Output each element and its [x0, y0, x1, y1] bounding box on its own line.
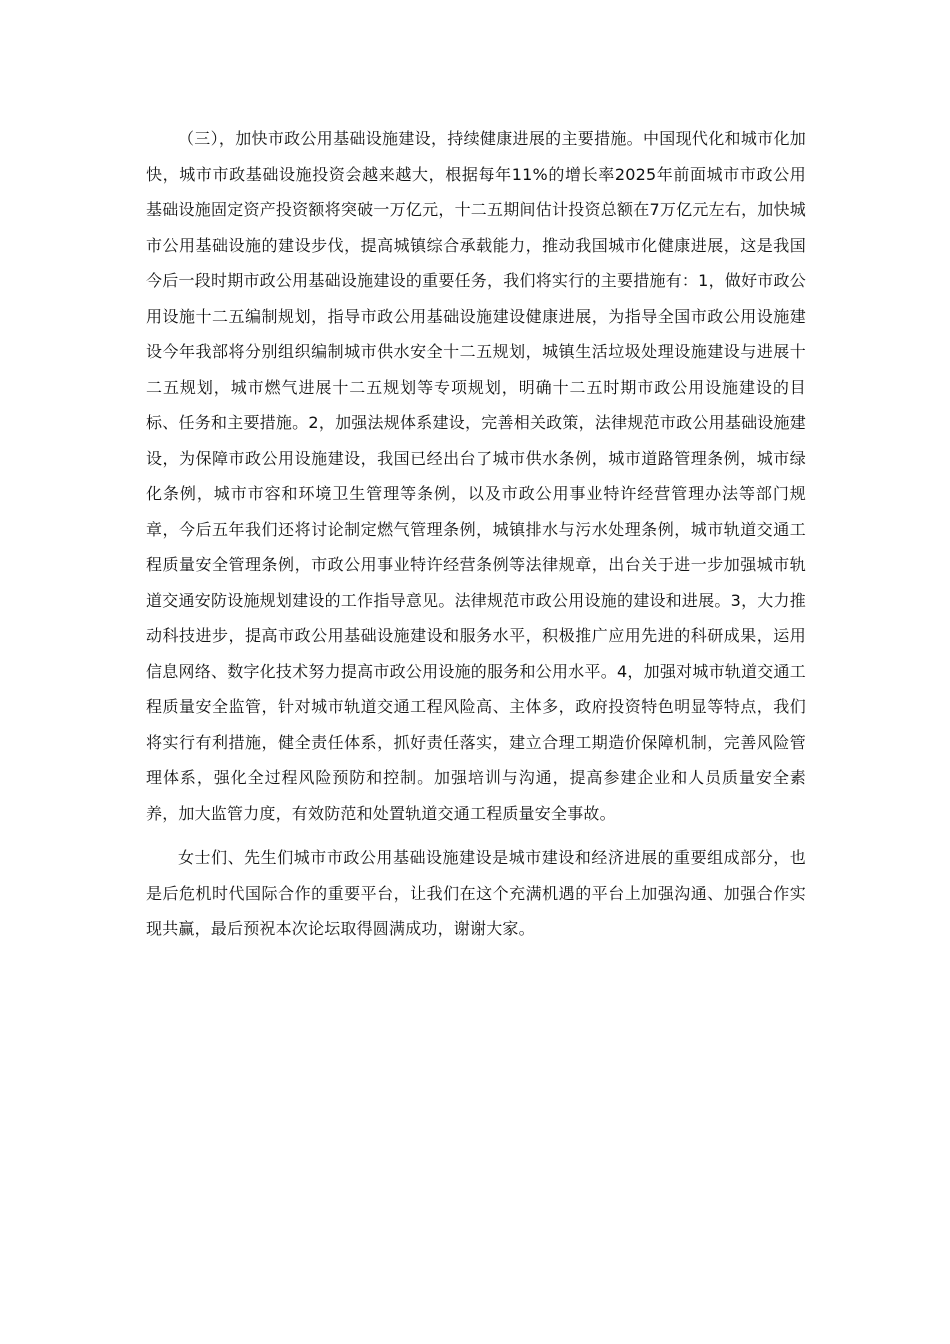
paragraph-main-measures: （三），加快市政公用基础设施建设，持续健康进展的主要措施。中国现代化和城市化加快，城市市政基础设施投资会越来越大，根据每年11%的增长率2025年前面城市市政公用基础设施固定资产投资额将突破一万亿元，十二五期间估计投资总额在7万亿元左右，加快城市公用基础设施的建设步伐，提高城镇综合承载能力，推动我国城市化健康进展，这是我国今后一段时期市政公用基础设施建设的重要任务，我们将实行的主要措施有：1，做好市政公用设施十二五编制规划，指导市政公用基础设施建设健康进展，为指导全国市政公用设施建设今年我部将分别组织编制城市供水安全十二五规划，城镇生活垃圾处理设施建设与进展十二五规划，城市燃气进展十二五规划等专项规划，明确十二五时期市政公用设施建设的目标、任务和主要措施。2，加强法规体系建设，完善相关政策，法律规范市政公用基础设施建设，为保障市政公用设施建设，我国已经出台了城市供水条例，城市道路管理条例，城市绿化条例，城市市容和环境卫生管理等条例，以及市政公用事业特许经营管理办法等部门规章，今后五年我们还将讨论制定燃气管理条例，城镇排水与污水处理条例，城市轨道交通工程质量安全管理条例，市政公用事业特许经营条例等法律规章，出台关于进一步加强城市轨道交通安防设施规划建设的工作指导意见。法律规范市政公用设施的建设和进展。3，大力推动科技进步，提高市政公用基础设施建设和服务水平，积极推广应用先进的科研成果，运用信息网络、数字化技术努力提高市政公用设施的服务和公用水平。4，加强对城市轨道交通工程质量安全监管，针对城市轨道交通工程风险高、主体多，政府投资特色明显等特点，我们将实行有利措施，健全责任体系，抓好责任落实，建立合理工期造价保障机制，完善风险管理体系，强化全过程风险预防和控制。加强培训与沟通，提高参建企业和人员质量安全素养，加大监管力度，有效防范和处置轨道交通工程质量安全事故。 [146, 129, 806, 823]
paragraph-closing-remarks: 女士们、先生们城市市政公用基础设施建设是城市建设和经济进展的重要组成部分，也是后危机时代国际合作的重要平台，让我们在这个充满机遇的平台上加强沟通、加强合作实现共赢，最后预祝本次论坛取得圆满成功，谢谢大家。 [146, 848, 806, 938]
document-body [146, 121, 806, 947]
